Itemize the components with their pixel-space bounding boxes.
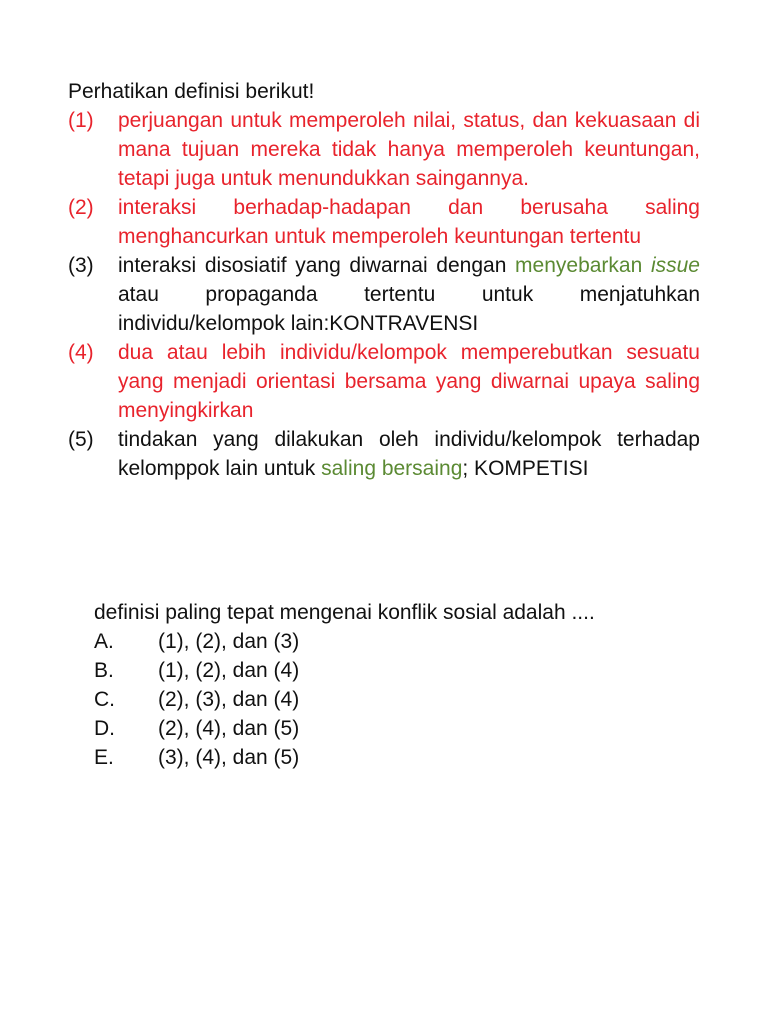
definition-item-2 [68,193,700,251]
item-text: perjuangan untuk memperoleh nilai, status, dan kekuasaan di mana tujuan mereka tidak hanya memperoleh keuntungan, tetapi juga untuk menundukkan saingannya. [118,109,700,190]
option-text: (1), (2), dan (3) [158,630,300,653]
heading: Perhatikan definisi berikut! [68,80,315,103]
item-number: (5) [68,428,94,451]
question-text: definisi paling tepat mengenai konflik sosial adalah .... [94,601,595,624]
option-letter: D. [94,717,115,740]
item-text: dua atau lebih individu/kelompok memperebutkan sesuatu yang menjadi orientasi bersama yang diwarnai upaya saling menyingkirkan [118,341,700,422]
item-text-part: interaksi disosiatif yang diwarnai dengan [118,254,516,277]
item-number: (1) [68,109,94,132]
definition-item-1 [68,106,700,193]
option-letter: E. [94,746,114,769]
highlight-text: saling bersaing [321,457,463,480]
option-text: (3), (4), dan (5) [158,746,300,769]
option-letter: C. [94,688,115,711]
option-text: (1), (2), dan (4) [158,659,300,682]
item-number: (2) [68,196,94,219]
definition-list [68,106,700,483]
option-text: (2), (3), dan (4) [158,688,300,711]
item-text-part: atau propaganda tertentu untuk menjatuhkan individu/kelompok lain:KONTRAVENSI [118,283,700,335]
item-text: interaksi berhadap-hadapan dan berusaha saling menghancurkan untuk memperoleh keuntungan tertentu [118,196,700,248]
option-letter: A. [94,630,114,653]
definition-item-4 [68,338,700,425]
item-number: (3) [68,254,94,277]
item-text-part: tindakan yang dilakukan oleh individu/kelompok terhadap kelomppok lain untuk [118,428,700,480]
definition-item-5 [68,425,700,483]
option-text: (2), (4), dan (5) [158,717,300,740]
item-text-part: ; KOMPETISI [462,457,589,480]
option-letter: B. [94,659,114,682]
item-number: (4) [68,341,94,364]
item-text [118,425,700,483]
item-text [118,251,700,338]
highlight-italic-text: issue [650,254,700,277]
definition-item-3 [68,251,700,338]
highlight-text: menyebarkan [515,254,651,277]
